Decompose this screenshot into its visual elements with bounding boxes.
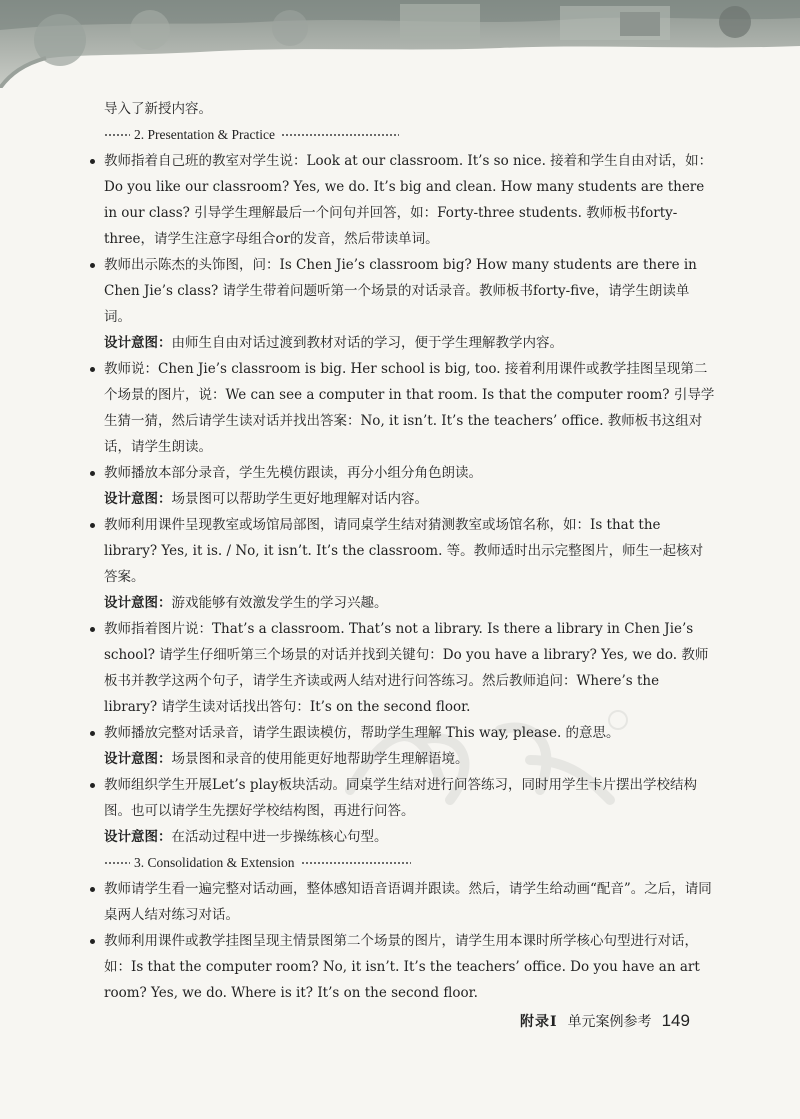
list-item: 教师说：Chen Jie’s classroom is big. Her school is big, too. 接着利用课件或教学挂图呈现第二个场景的图片，说：We can see a computer in that room. Is that the computer room? 引导学生猜一猜，然后请学生读对话并找出答案：No, it isn’t. It’s the teachers’ office. 教师板书这组对话，请学生朗读。 xyxy=(104,356,716,460)
design-intent xyxy=(104,746,716,772)
list-item: 教师利用课件呈现教室或场馆局部图，请同桌学生结对猜测教室或场馆名称，如：Is that the library? Yes, it is. / No, it isn’t. It’s the classroom. 等。教师适时出示完整图片，师生一起核对答案。 xyxy=(104,512,716,590)
dotted-rule-left xyxy=(104,133,130,137)
design-intent-text: 由师生自由对话过渡到教材对话的学习，便于学生理解教学内容。 xyxy=(171,335,563,351)
section-heading-presentation xyxy=(104,122,716,148)
design-intent-label: 设计意图： xyxy=(104,491,172,507)
section-title: 2. Presentation & Practice xyxy=(134,127,275,142)
design-intent-text: 场景图和录音的使用能更好地帮助学生理解语境。 xyxy=(171,751,469,767)
intro-line: 导入了新授内容。 xyxy=(104,101,212,117)
footer-appendix-label: 附录Ⅰ xyxy=(520,1014,558,1030)
list-item: 教师播放完整对话录音，请学生跟读模仿，帮助学生理解 This way, please. 的意思。 xyxy=(104,720,716,746)
dotted-rule-left xyxy=(104,861,130,865)
design-intent-text: 在活动过程中进一步操练核心句型。 xyxy=(171,829,388,845)
design-intent xyxy=(104,486,716,512)
dotted-rule-right xyxy=(301,861,411,865)
list-item: 教师组织学生开展Let’s play板块活动。同桌学生结对进行问答练习，同时用学生卡片摆出学校结构图。也可以请学生先摆好学校结构图，再进行问答。 xyxy=(104,772,716,824)
section-title: 3. Consolidation & Extension xyxy=(134,855,295,870)
design-intent-label: 设计意图： xyxy=(104,829,172,845)
design-intent xyxy=(104,590,716,616)
page-body xyxy=(104,96,716,1006)
list-item: 教师出示陈杰的头饰图，问：Is Chen Jie’s classroom big? How many students are there in Chen Jie’s class? 请学生带着问题听第一个场景的对话录音。教师板书forty-five，请学生朗读单词。 xyxy=(104,252,716,330)
list-item: 教师指着图片说：That’s a classroom. That’s not a library. Is there a library in Chen Jie’s school? 请学生仔细听第三个场景的对话并找到关键句：Do you have a library? Yes, we do. 教师板书并教学这两个句子，请学生齐读或两人结对进行问答练习。然后教师追问：Where’s the library? 请学生读对话找出答句：It’s on the second floor. xyxy=(104,616,716,720)
footer-unit-reference: 单元案例参考 xyxy=(567,1014,652,1030)
design-intent-label: 设计意图： xyxy=(104,751,172,767)
section-heading-consolidation xyxy=(104,850,716,876)
list-item: 教师利用课件或教学挂图呈现主情景图第二个场景的图片，请学生用本课时所学核心句型进行对话，如：Is that the computer room? No, it isn’t. It’s the teachers’ office. Do you have an art room? Yes, we do. Where is it? It’s on the second floor. xyxy=(104,928,716,1006)
list-item: 教师请学生看一遍完整对话动画，整体感知语音语调并跟读。然后，请学生给动画“配音”。之后，请同桌两人结对练习对话。 xyxy=(104,876,716,928)
top-decorative-banner xyxy=(0,0,800,88)
list-item: 教师播放本部分录音，学生先模仿跟读，再分小组分角色朗读。 xyxy=(104,460,716,486)
design-intent-label: 设计意图： xyxy=(104,335,172,351)
design-intent xyxy=(104,824,716,850)
banner-illustration xyxy=(0,0,800,88)
design-intent xyxy=(104,330,716,356)
page-number: 149 xyxy=(661,1011,690,1030)
page-footer xyxy=(520,1011,720,1031)
design-intent-label: 设计意图： xyxy=(104,595,172,611)
design-intent-text: 场景图可以帮助学生更好地理解对话内容。 xyxy=(171,491,428,507)
list-item: 教师指着自己班的教室对学生说：Look at our classroom. It’s so nice. 接着和学生自由对话，如：Do you like our classroom? Yes, we do. It’s big and clean. How many students are there in our class? 引导学生理解最后一个问句并回答，如：Forty-three students. 教师板书forty-three，请学生注意字母组合or的发音，然后带读单词。 xyxy=(104,148,716,252)
dotted-rule-right xyxy=(281,133,399,137)
design-intent-text: 游戏能够有效激发学生的学习兴趣。 xyxy=(171,595,388,611)
